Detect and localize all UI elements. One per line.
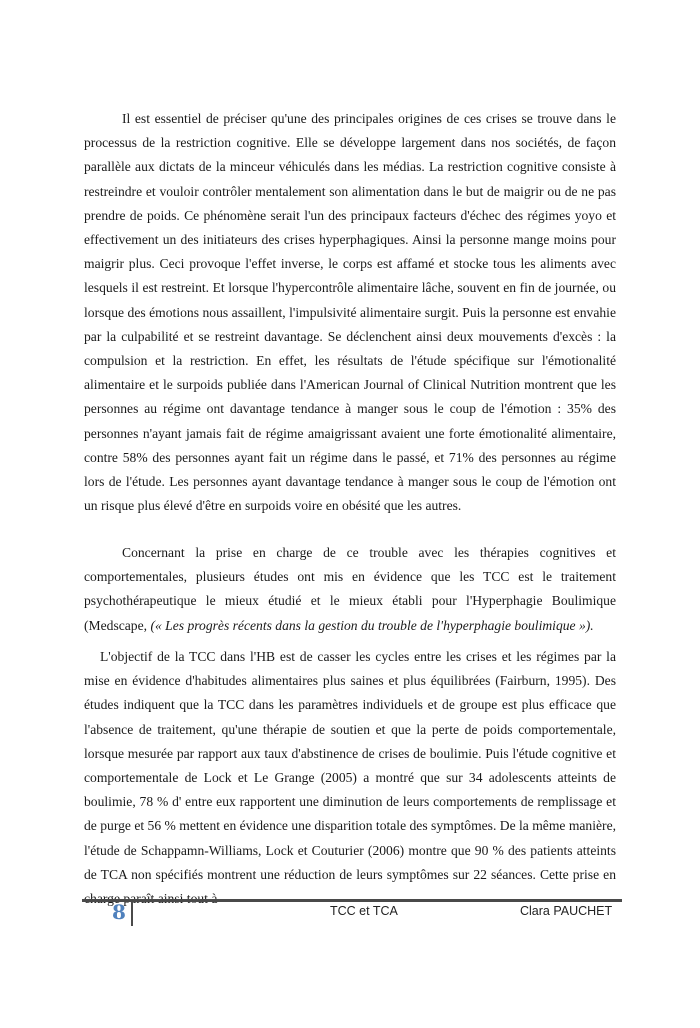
footer-page-separator [131,902,133,926]
paragraph-objectif-tcc: L'objectif de la TCC dans l'HB est de casser les cycles entre les crises et les régimes par la mise en évidence d'habitudes alimentaires plus saines et plus équilibrées (Fairburn, 1995). Des études indiquent que la TCC dans les paramètres individuels et de groupe est plus efficace que l'absence de traitement, qu'une thérapie de soutien et que la perte de poids comportementale, lorsque mesurée par rapport aux taux d'abstinence de crises de boulimie. Puis l'étude cognitive et comportementale de Lock et Le Grange (2005) a montré que sur 34 adolescents atteints de boulimie, 78 % d' entre eux rapportent une diminution de leurs comportements de remplissage et de purge et 56 % mettent en évidence une disparition totale des symptômes. De la même manière, l'étude de Schappamn-Williams, Lock et Couturier (2006) montre que 90 % des patients atteints de TCA non spécifiés montrent une réduction de leurs symptômes sur 22 séances. Cette prise en [84,649,617,882]
footer-author: Clara PAUCHET [520,904,613,918]
footer-title: TCC et TCA [330,904,398,918]
paragraph-restriction-cognitive: Il est essentiel de préciser qu'une des principales origines de ces crises se trouve dans le processus de la restriction cognitive. Elle se développe largement dans nos sociétés, de façon parallèle aux dictats de la minceur véhiculés dans les médias. La restriction cognitive consiste à restreindre et vouloir contrôler mentalement son alimentation dans le but de maigrir ou de ne pas prendre de poids. Ce phénomène serait l'un des principaux facteurs d'échec des régimes yoyo et effectivement un des initiateurs des crises hyperphagiques. Ainsi la personne mange moins pour maigrir plus. Ceci provoque l'effet inverse, le corps est affamé et stocke tous les aliments avec lesquels il est restreint. Et lorsque l'hypercontrôle alimentaire lâche, souvent en fin de journée, ou lorsque des émotions nous assaillent, l'impulsivité alimentaire surgit. Puis la personne est envahie par la culpabilité et se restreint davantage. Se déclenchent ainsi deux mouvements d'excès : la compulsion et la restriction. En effet, les résultats de l'étude spécifique sur l'émotionalité alimentaire et le surpoids publiée dans l'American Journal of Clinical Nutrition montrent que les personnes au régime ont davantage tendance à manger sous le coup de l'émotion : 35% des personnes n'ayant jamais fait de régime amaigrissant avaient une forte émotionalité alimentaire, contre 58% des personnes ayant fait un régime dans le passé, et 71% des personnes au régime lors de l'étude. Les personnes ayant davantage tendance à manger sous le coup de l'émotion ont un risque plus élevé d'être en surpoids voire en obésité que les autres. [84,111,616,514]
paragraph-prise-en-charge [84,541,616,638]
footer-divider [82,899,622,902]
paragraph-prise-en-charge-text: Concernant la prise en charge de ce trouble avec les thérapies cognitives et comportementales, plusieurs études ont mis en évidence que les TCC est le traitement psychothérapeutique le mieux étudié et le mieux établi pour l'Hyperphagie Boulimique (Medscape, [84,545,616,633]
citation-medscape: (« Les progrès récents dans la gestion du trouble de l'hyperphagie boulimique »). [150,617,594,633]
page-number: 8 [112,900,126,924]
